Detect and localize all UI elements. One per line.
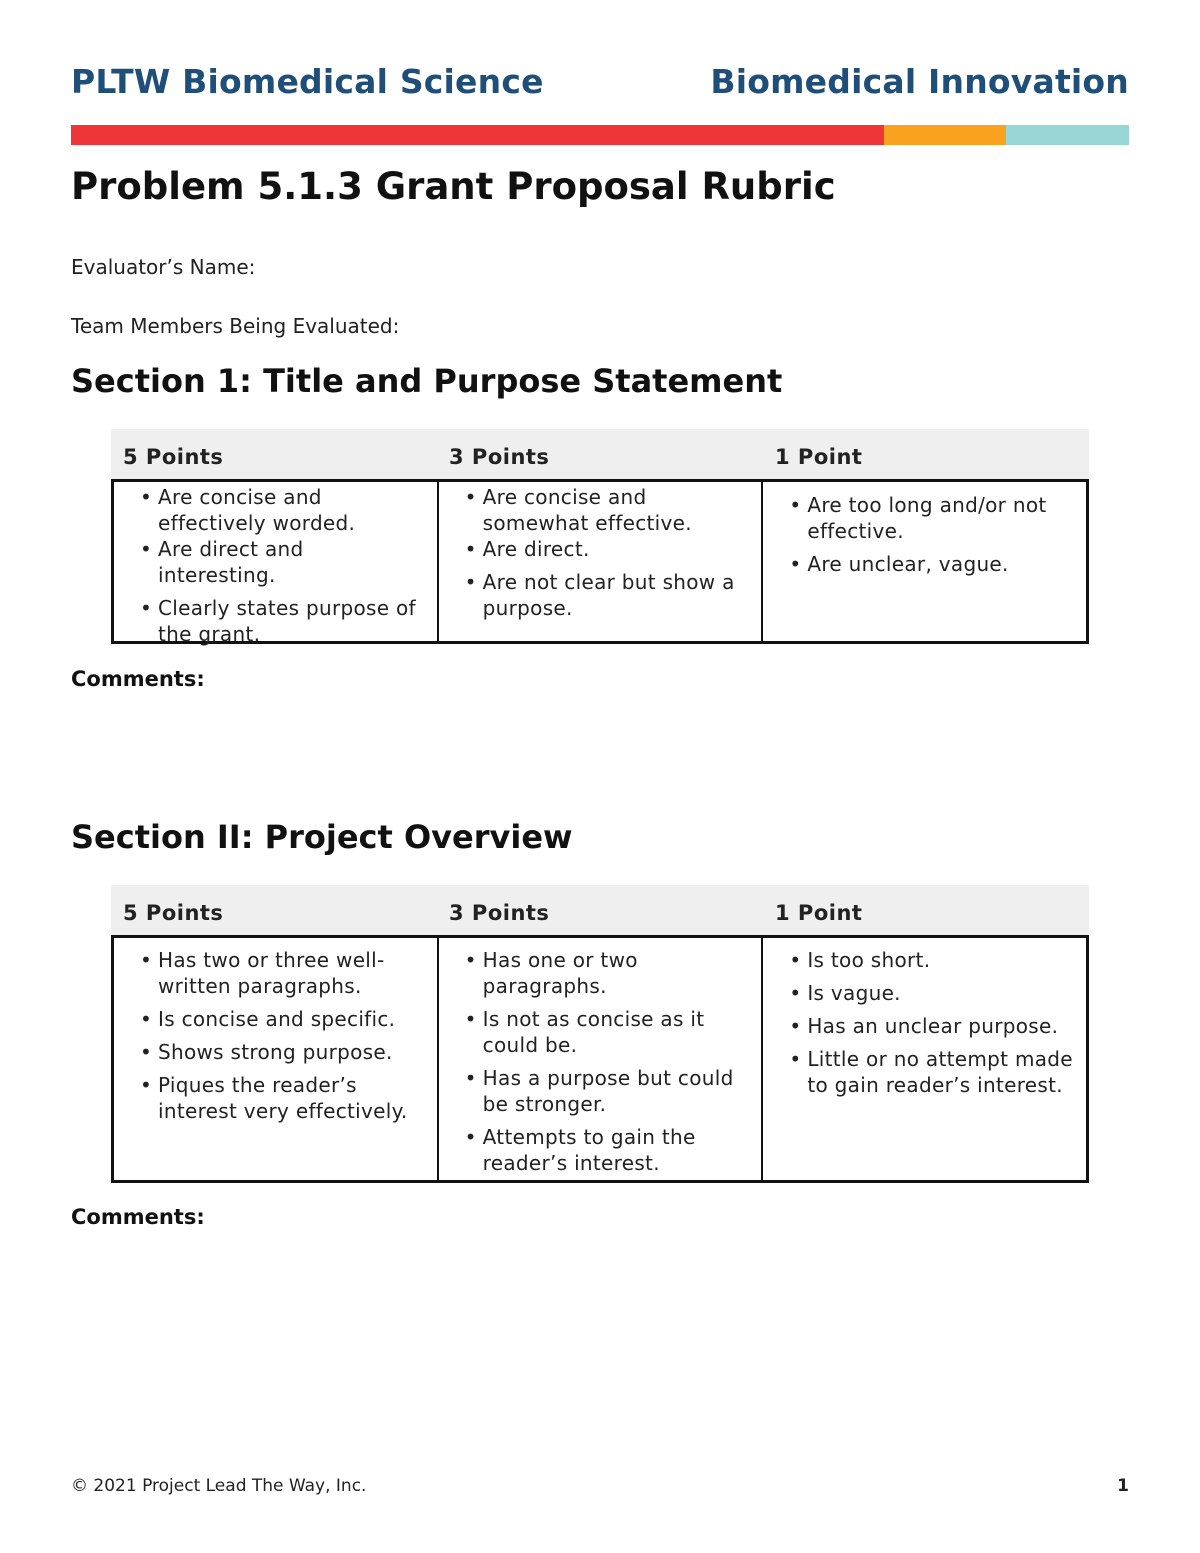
- criterion-item: • Attempts to gain the reader’s interest.: [457, 1124, 752, 1176]
- section-1-comments-label: Comments:: [71, 667, 205, 691]
- criterion-item: • Has an unclear purpose.: [781, 1013, 1076, 1039]
- section-2-rubric-table: [111, 885, 1089, 1183]
- section-1-rubric-table: [111, 429, 1089, 644]
- color-bar-teal: [1006, 125, 1129, 145]
- cell-5-points: [114, 482, 437, 646]
- evaluator-name-label: Evaluator’s Name:: [71, 255, 256, 279]
- rubric-header-row: [111, 885, 1089, 935]
- criterion-item: • Piques the reader’s interest very effectively.: [132, 1072, 427, 1124]
- page-title: Problem 5.1.3 Grant Proposal Rubric: [71, 165, 836, 208]
- criterion-item: • Has a purpose but could be stronger.: [457, 1065, 752, 1117]
- rubric-body-row: [111, 479, 1089, 644]
- color-bar-red: [71, 125, 884, 145]
- criterion-item: • Are too long and/or not effective.: [781, 492, 1076, 544]
- criterion-item: • Is concise and specific.: [132, 1006, 427, 1032]
- cell-3-points: [437, 482, 762, 641]
- page-number: 1: [1117, 1476, 1129, 1496]
- criterion-item: • Clearly states purpose of the grant.: [132, 595, 427, 647]
- section-2-comments-label: Comments:: [71, 1205, 205, 1229]
- criterion-item: • Shows strong purpose.: [132, 1039, 427, 1065]
- criterion-item: • Are not clear but show a purpose.: [457, 569, 752, 621]
- header-1-point: 1 Point: [775, 901, 863, 925]
- header-3-points: 3 Points: [449, 445, 550, 469]
- header-5-points: 5 Points: [123, 901, 224, 925]
- section-2-title: Section II: Project Overview: [71, 818, 573, 856]
- header-3-points: 3 Points: [449, 901, 550, 925]
- criterion-item: • Are concise and effectively worded.: [132, 484, 427, 536]
- criterion-item: • Has one or two paragraphs.: [457, 947, 752, 999]
- header-5-points: 5 Points: [123, 445, 224, 469]
- cell-3-points: [437, 938, 762, 1180]
- unit-name: Biomedical Innovation: [710, 62, 1129, 101]
- rubric-body-row: [111, 935, 1089, 1183]
- header-1-point: 1 Point: [775, 445, 863, 469]
- criterion-item: • Are concise and somewhat effective.: [457, 484, 752, 536]
- criterion-item: • Are direct and interesting.: [132, 536, 427, 588]
- team-members-label: Team Members Being Evaluated:: [71, 314, 400, 338]
- cell-1-point: [761, 482, 1086, 641]
- header-color-bar: [71, 125, 1129, 145]
- criterion-item: • Are direct.: [457, 536, 752, 562]
- criterion-item: • Is too short.: [781, 947, 1076, 973]
- criterion-item: • Has two or three well-written paragraphs.: [132, 947, 427, 999]
- course-name: PLTW Biomedical Science: [71, 62, 544, 101]
- copyright-notice: © 2021 Project Lead The Way, Inc.: [71, 1476, 367, 1496]
- rubric-header-row: [111, 429, 1089, 479]
- criterion-item: • Are unclear, vague.: [781, 551, 1076, 577]
- criterion-item: • Is not as concise as it could be.: [457, 1006, 752, 1058]
- section-1-title: Section 1: Title and Purpose Statement: [71, 362, 783, 400]
- criterion-item: • Is vague.: [781, 980, 1076, 1006]
- criterion-item: • Little or no attempt made to gain reader’s interest.: [781, 1046, 1076, 1098]
- cell-1-point: [761, 938, 1086, 1180]
- color-bar-orange: [884, 125, 1006, 145]
- cell-5-points: [114, 938, 437, 1180]
